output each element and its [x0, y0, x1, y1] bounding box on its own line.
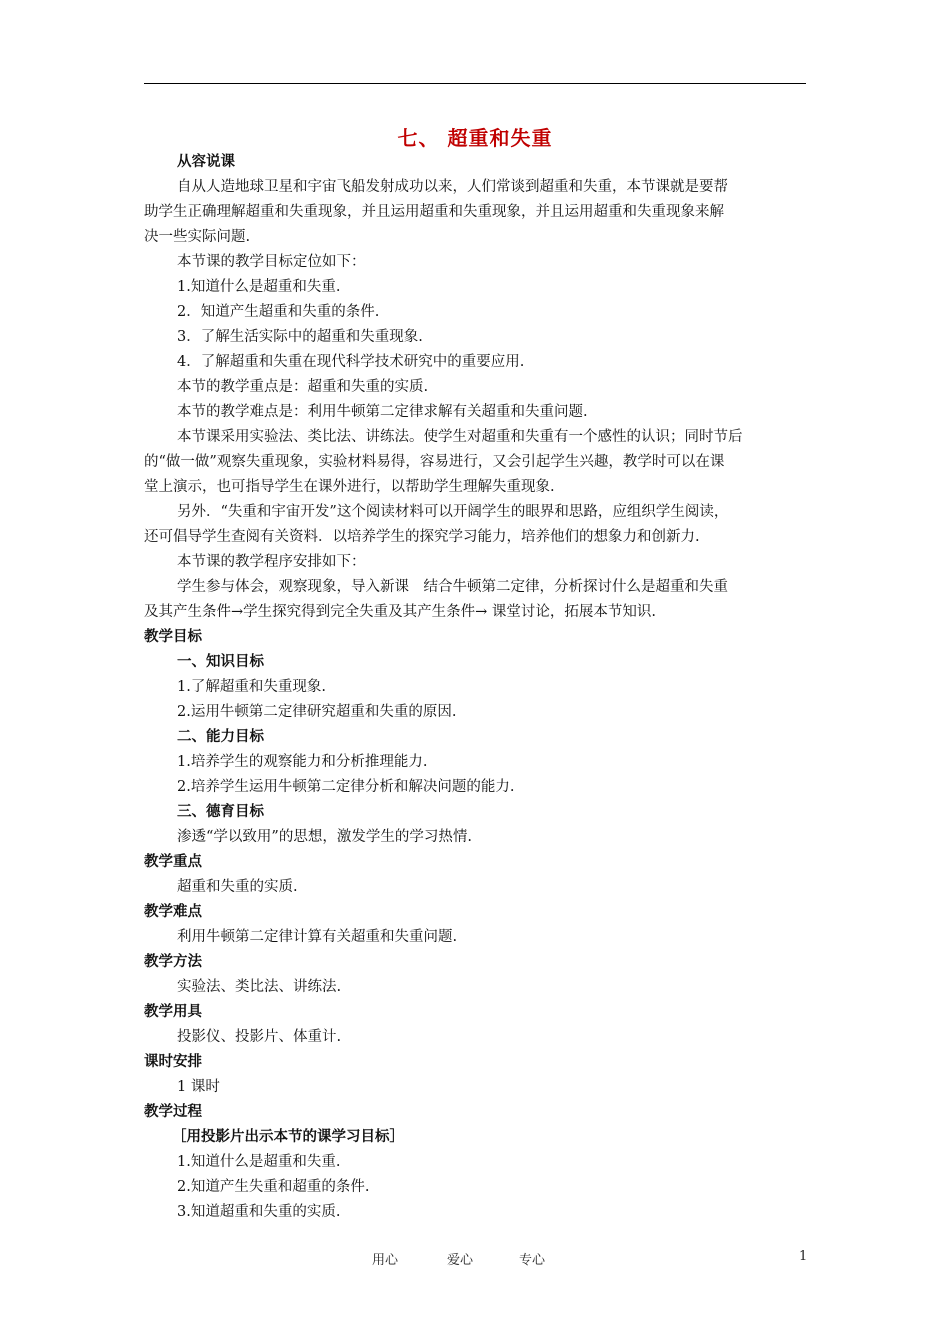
section-heading: 三、德育目标 [177, 804, 264, 820]
text-line: 1.了解超重和失重现象. [177, 679, 326, 695]
section-heading: 课时安排 [144, 1054, 202, 1070]
text-line: 利用牛顿第二定律计算有关超重和失重问题. [177, 929, 458, 945]
text-line: 堂上演示，也可指导学生在课外进行，以帮助学生理解失重现象. [144, 479, 555, 495]
text-line: 及其产生条件→学生探究得到完全失重及其产生条件→ 课堂讨论，拓展本节知识. [144, 604, 657, 620]
text-line: 本节课采用实验法、类比法、讲练法。使学生对超重和失重有一个感性的认识；同时节后 [177, 429, 743, 445]
section-heading: 教学难点 [144, 904, 202, 920]
text-line: 本节的教学难点是：利用牛顿第二定律求解有关超重和失重问题. [177, 404, 588, 420]
text-line: 自从人造地球卫星和宇宙飞船发射成功以来，人们常谈到超重和失重，本节课就是要帮 [177, 179, 728, 195]
text-line: 1.知道什么是超重和失重. [177, 1154, 341, 1170]
text-line: 3．了解生活实际中的超重和失重现象. [177, 329, 423, 345]
footer-text-left: 用心 [372, 1253, 399, 1268]
section-heading: 教学目标 [144, 629, 202, 645]
text-line: 的“做一做”观察失重现象，实验材料易得，容易进行，又会引起学生兴趣，教学时可以在课 [144, 454, 725, 470]
text-line: 1.知道什么是超重和失重. [177, 279, 341, 295]
text-line: 决一些实际问题. [144, 229, 251, 245]
text-line: 3.知道超重和失重的实质. [177, 1204, 341, 1220]
section-heading: 从容说课 [177, 154, 235, 170]
document-body [144, 150, 808, 1225]
text-line: 助学生正确理解超重和失重现象，并且运用超重和失重现象，并且运用超重和失重现象来解 [144, 204, 724, 220]
text-line: 学生参与体会，观察现象，导入新课 结合牛顿第二定律，分析探讨什么是超重和失重 [177, 579, 728, 595]
section-heading: 二、能力目标 [177, 729, 264, 745]
footer-text-middle: 爱心 [447, 1253, 474, 1268]
section-heading: 教学方法 [144, 954, 202, 970]
text-line: 4．了解超重和失重在现代科学技术研究中的重要应用. [177, 354, 525, 370]
section-heading: ［用投影片出示本节的课学习目标］ [172, 1129, 404, 1145]
footer-text-right: 专心 [519, 1253, 546, 1268]
section-heading: 教学过程 [144, 1104, 202, 1120]
text-line: 另外．“失重和宇宙开发”这个阅读材料可以开阔学生的眼界和思路，应组织学生阅读， [177, 504, 729, 520]
text-line: 2.知道产生失重和超重的条件. [177, 1179, 370, 1195]
section-heading: 一、知识目标 [177, 654, 264, 670]
section-heading: 教学用具 [144, 1004, 202, 1020]
header-rule [144, 83, 806, 84]
text-line: 渗透“学以致用”的思想，激发学生的学习热情. [177, 829, 472, 845]
text-line: 超重和失重的实质. [177, 879, 298, 895]
text-line: 本节的教学重点是：超重和失重的实质. [177, 379, 429, 395]
page-footer [0, 1249, 950, 1269]
text-line: 本节课的教学目标定位如下： [177, 254, 366, 270]
text-line: 2.培养学生运用牛顿第二定律分析和解决问题的能力. [177, 779, 515, 795]
text-line: 实验法、类比法、讲练法. [177, 979, 342, 995]
text-line: 投影仪、投影片、体重计. [177, 1029, 342, 1045]
text-line: 2.运用牛顿第二定律研究超重和失重的原因. [177, 704, 457, 720]
text-line: 1 课时 [177, 1079, 220, 1095]
document-title: 七、 超重和失重 [397, 126, 553, 150]
page-number: 1 [799, 1249, 808, 1264]
text-line: 本节课的教学程序安排如下： [177, 554, 366, 570]
section-heading: 教学重点 [144, 854, 202, 870]
text-line: 2．知道产生超重和失重的条件. [177, 304, 380, 320]
text-line: 还可倡导学生查阅有关资料．以培养学生的探究学习能力，培养他们的想象力和创新力. [144, 529, 700, 545]
text-line: 1.培养学生的观察能力和分析推理能力. [177, 754, 428, 770]
